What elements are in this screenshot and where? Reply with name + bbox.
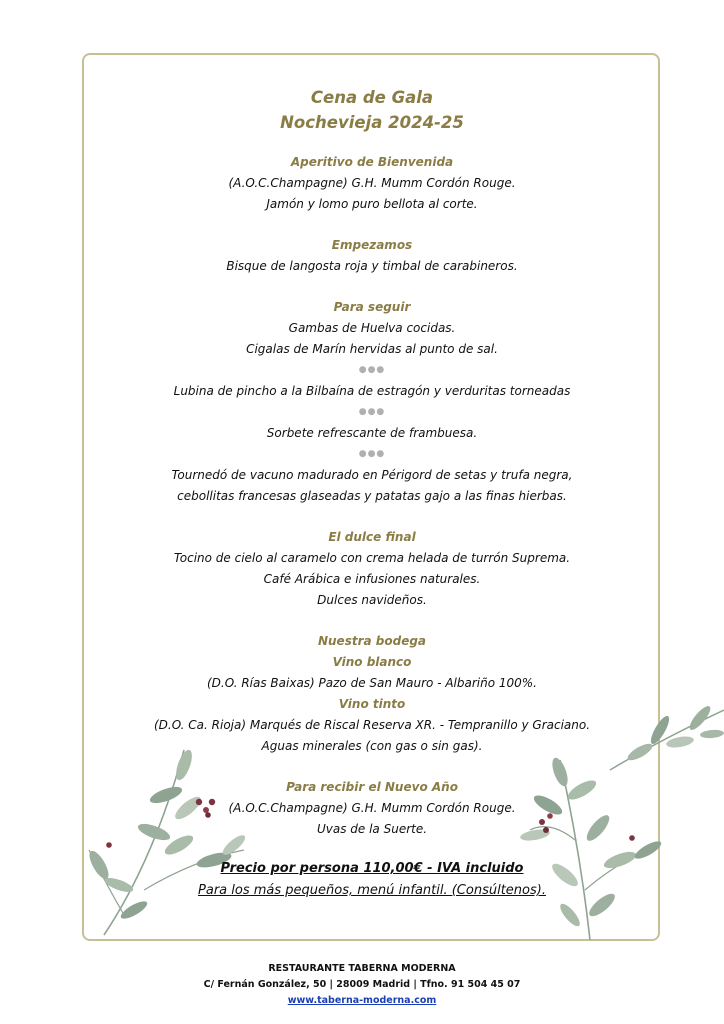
section-heading: Para recibir el Nuevo Año (286, 780, 458, 794)
menu-item: Aguas minerales (con gas o sin gas). (261, 739, 483, 753)
section-heading: Empezamos (331, 238, 413, 252)
menu-item: Jamón y lomo puro bellota al corte. (266, 197, 478, 211)
wine-subheading: Vino tinto (338, 697, 406, 711)
wine-subheading: Vino blanco (332, 655, 412, 669)
menu-item: Sorbete refrescante de frambuesa. (266, 426, 478, 440)
menu-item: Cigalas de Marín hervidas al punto de sal. (246, 342, 498, 356)
menu-item: (D.O. Rías Baixas) Pazo de San Mauro - Albariño 100%. (207, 676, 537, 690)
menu-item: Bisque de langosta roja y timbal de carabineros. (226, 259, 518, 273)
separator-dots: ●●● (358, 449, 386, 459)
menu-item: Dulces navideños. (317, 593, 427, 607)
price-line: Precio por persona 110,00€ - IVA incluido (220, 861, 524, 876)
section-heading: Para seguir (333, 300, 411, 314)
menu-title: Cena de Gala (310, 88, 434, 107)
website-link[interactable]: www.taberna-moderna.com (287, 995, 437, 1006)
menu-subtitle: Nochevieja 2024-25 (280, 113, 464, 132)
separator-dots: ●●● (358, 365, 386, 375)
menu-item: (D.O. Ca. Rioja) Marqués de Riscal Reserva XR. - Tempranillo y Graciano. (153, 718, 591, 732)
menu-item: Gambas de Huelva cocidas. (288, 321, 456, 335)
restaurant-address: C/ Fernán González, 50 | 28009 Madrid | Tfno. 91 504 45 07 (203, 979, 521, 990)
menu-item: (A.O.C.Champagne) G.H. Mumm Cordón Rouge. (228, 801, 516, 815)
footer (0, 961, 724, 1009)
separator-dots: ●●● (358, 407, 386, 417)
menu-item: Café Arábica e infusiones naturales. (263, 572, 481, 586)
menu-item: Tournedó de vacuno madurado en Périgord de setas y trufa negra, (171, 468, 573, 482)
menu-content (84, 85, 660, 902)
restaurant-name: RESTAURANTE TABERNA MODERNA (268, 963, 456, 974)
section-heading: El dulce final (328, 530, 416, 544)
menu-item: Uvas de la Suerte. (316, 822, 428, 836)
section-heading: Nuestra bodega (317, 634, 427, 648)
kids-menu-note: Para los más pequeños, menú infantil. (Consúltenos). (198, 883, 546, 898)
section-heading: Aperitivo de Bienvenida (290, 155, 454, 169)
menu-item: Lubina de pincho a la Bilbaína de estragón y verduritas torneadas (173, 384, 571, 398)
menu-item: (A.O.C.Champagne) G.H. Mumm Cordón Rouge. (228, 176, 516, 190)
menu-item: Tocino de cielo al caramelo con crema helada de turrón Suprema. (173, 551, 571, 565)
menu-item: cebollitas francesas glaseadas y patatas gajo a las finas hierbas. (177, 489, 567, 503)
